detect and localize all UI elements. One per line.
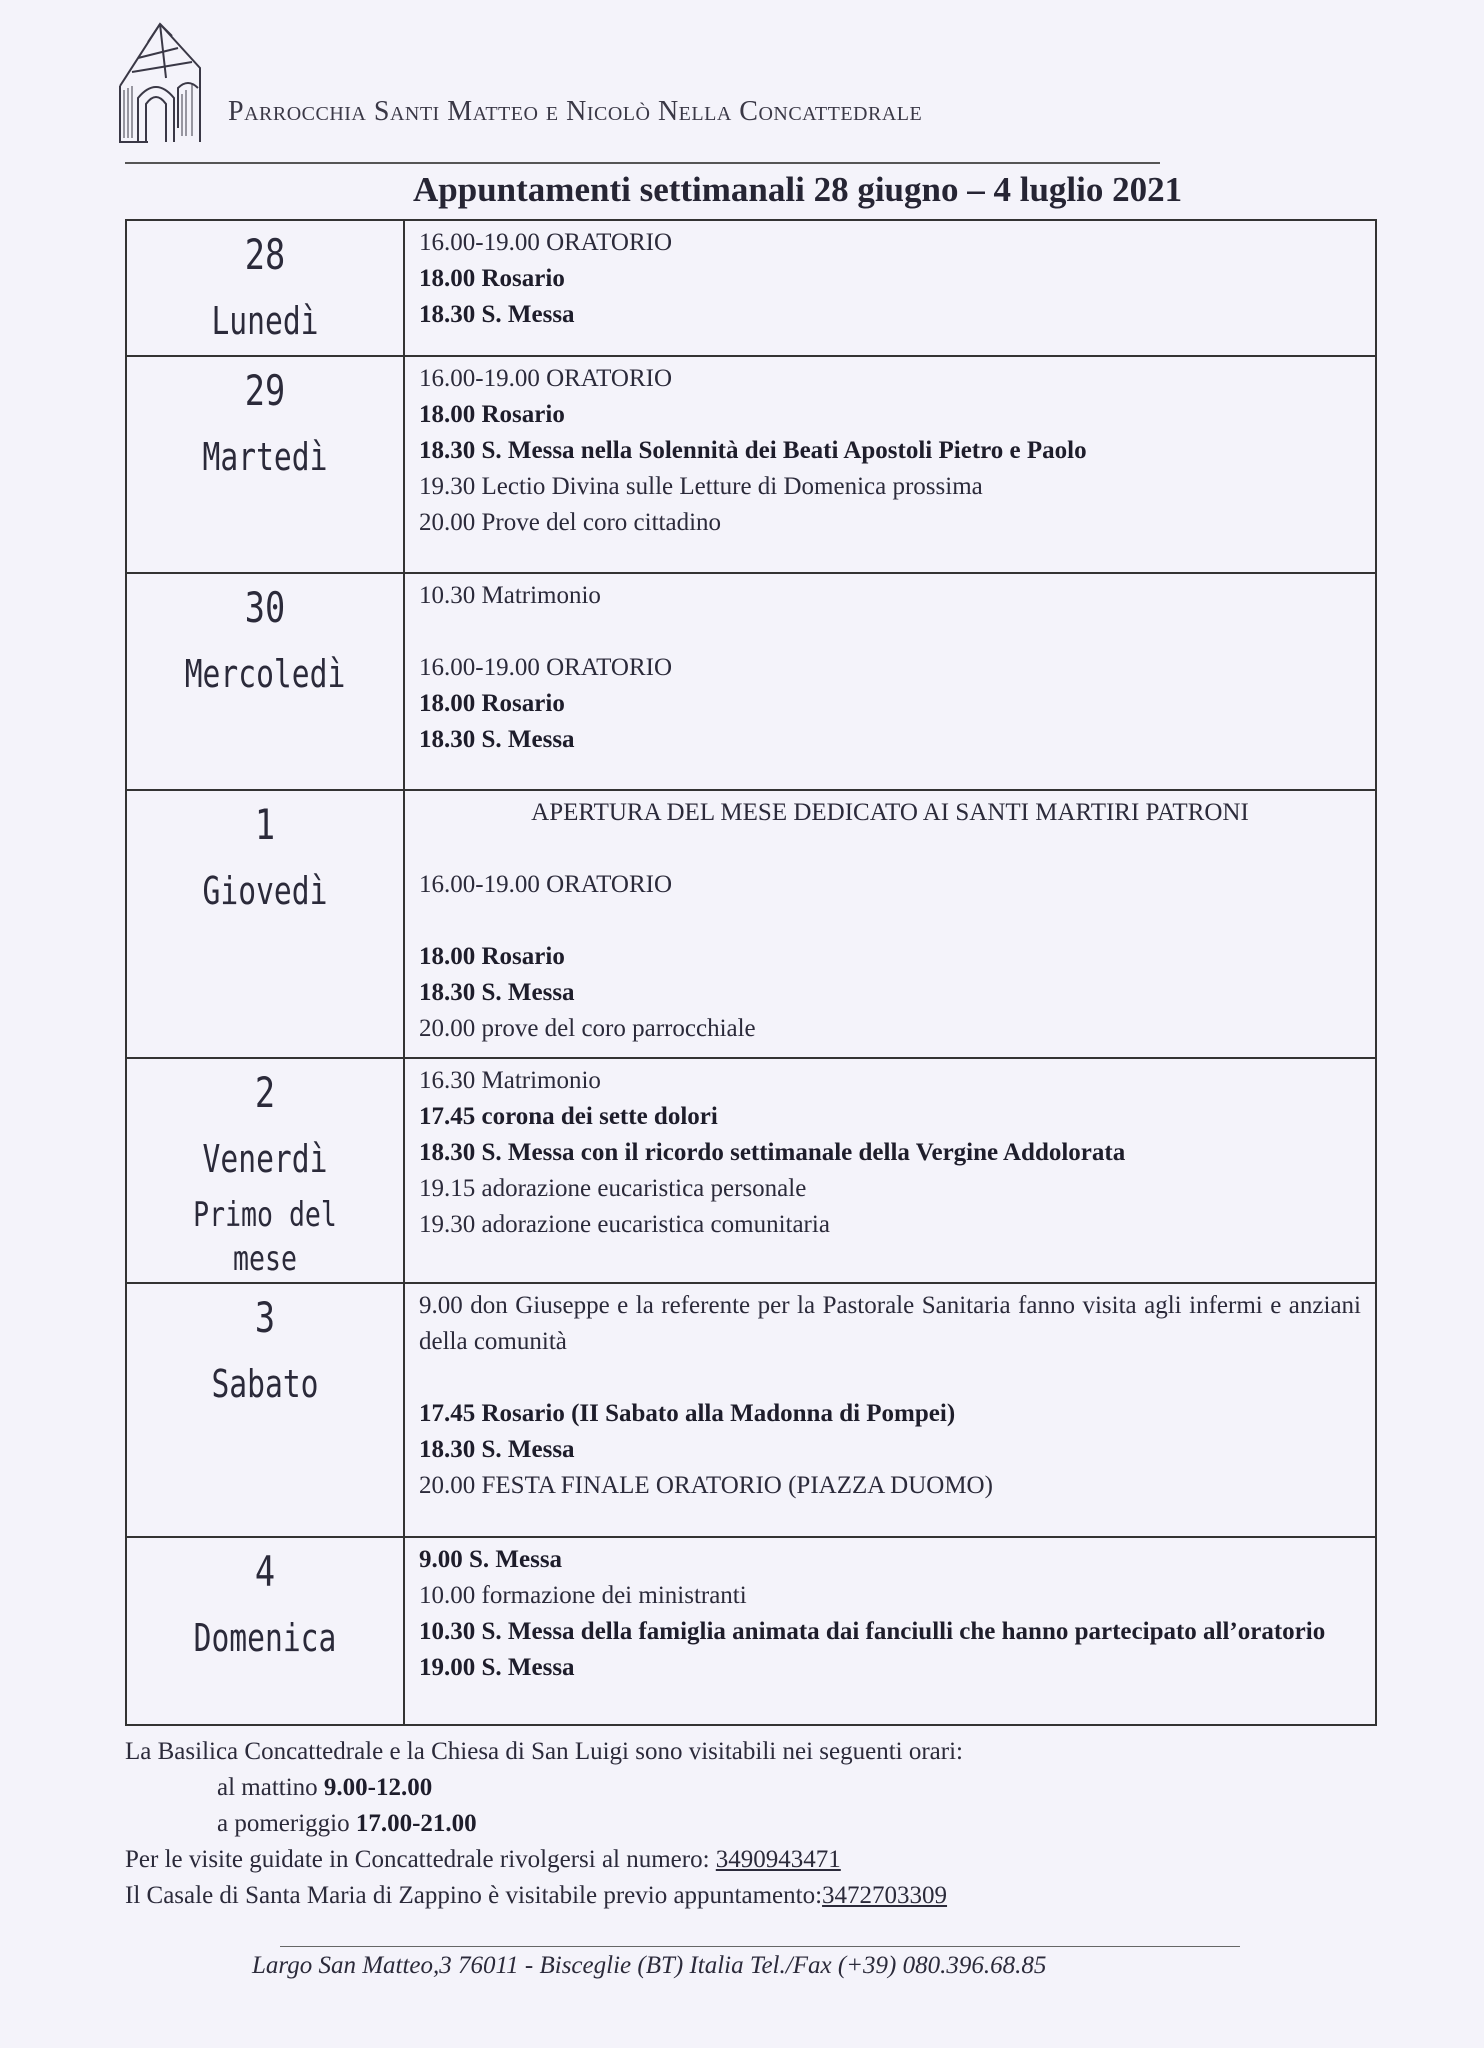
guided-phone-link[interactable]: 3490943471 — [715, 1846, 841, 1873]
events-cell — [404, 1058, 1376, 1283]
event-item: 9.00 don Giuseppe e la referente per la Pastorale Sanitaria fanno visita agli infermi e anziani della comunità — [419, 1292, 1361, 1355]
day-row — [126, 1058, 1376, 1283]
day-name: Martedì — [202, 435, 328, 479]
event-item: 19.30 adorazione eucaristica comunitaria — [419, 1211, 830, 1238]
event-item: 16.00-19.00 ORATORIO — [419, 365, 673, 392]
address: Largo San Matteo,3 76011 - Bisceglie (BT) Italia Tel./Fax (+39) 080.396.68.85 — [252, 1952, 1047, 1979]
footer-divider — [280, 1946, 1240, 1947]
event-item: 19.15 adorazione eucaristica personale — [419, 1175, 807, 1202]
event-item: 10.00 formazione dei ministranti — [419, 1582, 747, 1609]
events-cell — [404, 1283, 1376, 1537]
day-number: 30 — [244, 583, 286, 632]
parish-name: Parrocchia Santi Matteo e Nicolò Nella Concattedrale — [228, 96, 923, 127]
event-item: 9.00 S. Messa — [419, 1546, 563, 1573]
event-item: 16.30 Matrimonio — [419, 1067, 601, 1094]
event-item: APERTURA DEL MESE DEDICATO AI SANTI MARTIRI PATRONI — [531, 799, 1249, 826]
event-item: 17.45 Rosario (II Sabato alla Madonna di Pompei) — [419, 1400, 956, 1427]
event-item: 18.00 Rosario — [419, 943, 565, 970]
day-note: Primo del mese — [193, 1195, 337, 1279]
day-number: 1 — [254, 800, 276, 849]
day-cell — [126, 356, 404, 573]
day-name: Venerdì — [202, 1137, 328, 1181]
day-row — [126, 573, 1376, 790]
weekly-schedule-table — [125, 219, 1377, 1726]
day-row — [126, 790, 1376, 1058]
day-name: Sabato — [211, 1362, 319, 1406]
event-item: 16.00-19.00 ORATORIO — [419, 229, 673, 256]
day-number: 3 — [254, 1293, 276, 1342]
casale-line — [125, 1878, 963, 1914]
casale-phone-link[interactable]: 3472703309 — [822, 1882, 948, 1909]
day-cell — [126, 1537, 404, 1725]
header-divider — [125, 162, 1160, 164]
day-row — [126, 220, 1376, 356]
day-name: Domenica — [193, 1616, 337, 1660]
day-row — [126, 356, 1376, 573]
day-name: Giovedì — [202, 869, 328, 913]
event-item: 17.45 corona dei sette dolori — [419, 1103, 718, 1130]
event-item: 18.30 S. Messa — [419, 301, 575, 328]
events-cell — [404, 790, 1376, 1058]
day-cell — [126, 573, 404, 790]
day-number: 29 — [244, 366, 286, 415]
event-item: 18.30 S. Messa — [419, 1436, 575, 1463]
day-number: 2 — [254, 1068, 276, 1117]
day-cell — [126, 1058, 404, 1283]
event-item: 19.00 S. Messa — [419, 1654, 575, 1681]
event-item: 10.30 S. Messa della famiglia animata dai fanciulli che hanno partecipato all’oratorio — [419, 1618, 1326, 1645]
event-item: 19.30 Lectio Divina sulle Letture di Domenica prossima — [419, 473, 983, 500]
events-cell — [404, 220, 1376, 356]
event-item: 20.00 prove del coro parrocchiale — [419, 1015, 756, 1042]
event-item: 10.30 Matrimonio — [419, 582, 601, 609]
event-item: 18.30 S. Messa — [419, 979, 575, 1006]
guided-visits-line — [125, 1842, 963, 1878]
visiting-info — [125, 1734, 963, 1914]
guided-label: Per le visite guidate in Concattedrale rivolgersi al numero: — [125, 1846, 710, 1873]
event-item: 16.00-19.00 ORATORIO — [419, 654, 673, 681]
events-cell — [404, 356, 1376, 573]
header — [108, 18, 1408, 148]
afternoon-hours-line — [125, 1806, 963, 1842]
day-name: Mercoledì — [184, 652, 346, 696]
afternoon-hours: 17.00-21.00 — [355, 1810, 477, 1837]
event-item: 18.00 Rosario — [419, 401, 565, 428]
day-number: 4 — [254, 1547, 276, 1596]
day-row — [126, 1537, 1376, 1725]
visit-intro: La Basilica Concattedrale e la Chiesa di San Luigi sono visitabili nei seguenti orari: — [125, 1738, 963, 1765]
events-cell — [404, 1537, 1376, 1725]
morning-hours-line — [125, 1770, 963, 1806]
event-item: 18.00 Rosario — [419, 265, 565, 292]
event-item: 18.00 Rosario — [419, 690, 565, 717]
day-cell — [126, 220, 404, 356]
day-row — [126, 1283, 1376, 1537]
event-item: 18.30 S. Messa con il ricordo settimanale della Vergine Addolorata — [419, 1139, 1126, 1166]
page-title: Appuntamenti settimanali 28 giugno – 4 luglio 2021 — [413, 170, 1183, 209]
afternoon-label: a pomeriggio — [217, 1810, 350, 1837]
morning-hours: 9.00-12.00 — [323, 1774, 433, 1801]
day-name: Lunedì — [211, 299, 319, 343]
day-cell — [126, 790, 404, 1058]
church-tower-icon — [108, 18, 218, 146]
event-item: 18.30 S. Messa nella Solennità dei Beati Apostoli Pietro e Paolo — [419, 437, 1087, 464]
morning-label: al mattino — [217, 1774, 318, 1801]
event-item: 18.30 S. Messa — [419, 726, 575, 753]
day-cell — [126, 1283, 404, 1537]
event-item: 16.00-19.00 ORATORIO — [419, 871, 673, 898]
events-cell — [404, 573, 1376, 790]
day-number: 28 — [244, 230, 286, 279]
event-item: 20.00 FESTA FINALE ORATORIO (PIAZZA DUOMO) — [419, 1472, 993, 1499]
casale-label: Il Casale di Santa Maria di Zappino è visitabile previo appuntamento: — [125, 1882, 823, 1909]
event-item: 20.00 Prove del coro cittadino — [419, 509, 722, 536]
